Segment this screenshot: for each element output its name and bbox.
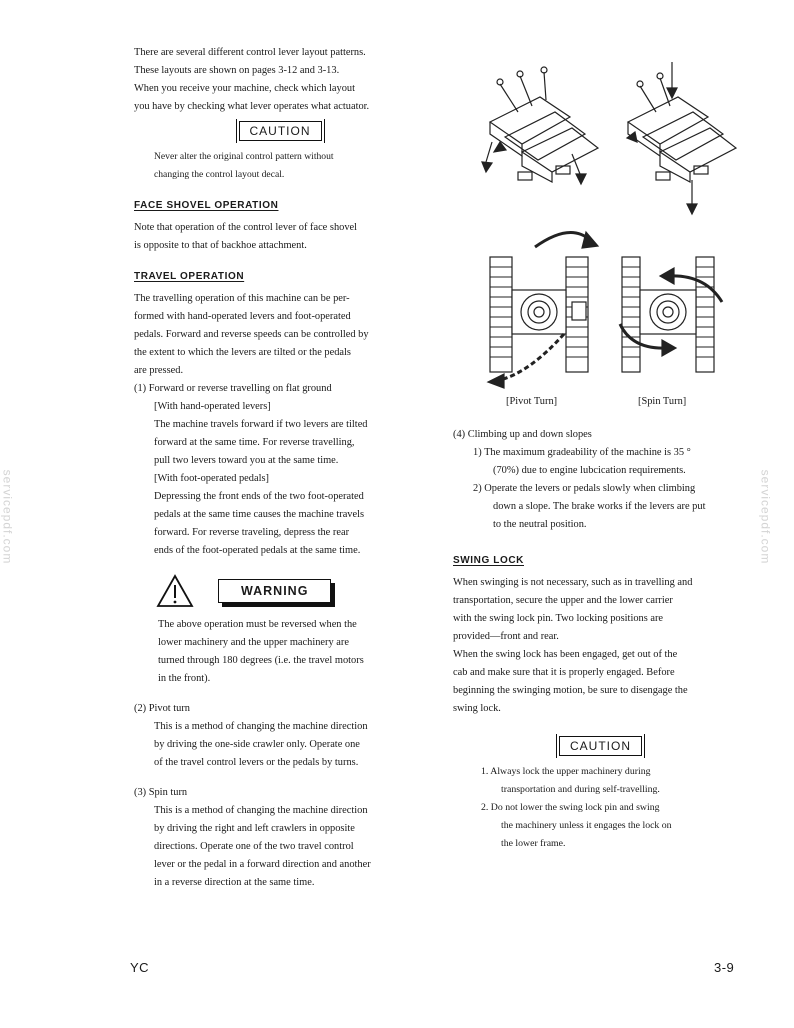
text-line: 1) The maximum gradeability of the machine is 35 ° <box>473 447 691 458</box>
warning-label: WARNING <box>218 579 331 603</box>
caution2-list <box>453 763 748 853</box>
lever-illustration-right <box>627 62 736 214</box>
text-line: cab and make sure that it is properly engaged. Before <box>453 667 675 678</box>
text-line: directions. Operate one of the two travel control <box>154 841 354 852</box>
text-line: The machine travels forward if two levers are tilted <box>154 419 368 430</box>
text-line: When you receive your machine, check which layout <box>134 83 355 94</box>
text-line: ends of the foot-operated pedals at the same time. <box>154 545 361 556</box>
item1-body <box>134 398 426 560</box>
caution-note <box>134 148 426 184</box>
text-line: When swinging is not necessary, such as in travelling and <box>453 577 693 588</box>
caution2-label: CAUTION <box>559 736 642 756</box>
text-line: you have by checking what lever operates what actuator. <box>134 101 370 112</box>
right-column <box>453 426 748 853</box>
slopes-item1 <box>453 444 748 480</box>
text-line: lever or the pedal in a forward direction and another <box>154 859 371 870</box>
travel-illustration <box>460 62 750 392</box>
page-number: 3-9 <box>714 960 735 975</box>
text-line: The travelling operation of this machine can be per- <box>134 293 350 304</box>
swing-lock-heading: SWING LOCK <box>453 555 524 566</box>
text-line: There are several different control lever layout patterns. <box>134 47 366 58</box>
text-line: Never alter the original control pattern without <box>154 151 334 162</box>
text-line: pedals at the same time causes the machine travels <box>154 509 365 520</box>
travel-heading: TRAVEL OPERATION <box>134 271 245 282</box>
text-line: forward at the same time. For reverse travelling, <box>154 437 355 448</box>
text-line: in the front). <box>158 673 211 684</box>
text-line: is opposite to that of backhoe attachment. <box>134 240 307 251</box>
item1-title: (1) Forward or reverse travelling on flat ground <box>134 383 332 394</box>
text-line: This is a method of changing the machine direction <box>154 721 368 732</box>
list-item-cont: transportation and during self-travelling. <box>501 784 660 795</box>
foot-pedals-label: [With foot-operated pedals] <box>154 473 269 484</box>
item3-body <box>134 802 426 892</box>
text-line: The above operation must be reversed when the <box>158 619 357 630</box>
swing-lock-paragraph <box>453 574 748 718</box>
warning-row <box>156 574 426 608</box>
list-item: 2. Do not lower the swing lock pin and swing <box>481 802 660 813</box>
text-line: Note that operation of the control lever of face shovel <box>134 222 358 233</box>
text-line: (70%) due to engine lubcication requirements. <box>493 465 686 476</box>
text-line: by driving the right and left crawlers in opposite <box>154 823 355 834</box>
caution-label-wrap <box>134 121 426 142</box>
travel-figure <box>460 62 750 417</box>
item3-title: (3) Spin turn <box>134 787 188 798</box>
list-item: 1. Always lock the upper machinery during <box>481 766 651 777</box>
hand-levers-label: [With hand-operated levers] <box>154 401 271 412</box>
text-line: in a reverse direction at the same time. <box>154 877 315 888</box>
text-line: lower machinery and the upper machinery are <box>158 637 349 648</box>
face-shovel-paragraph <box>134 219 426 255</box>
text-line: 2) Operate the levers or pedals slowly when climbing <box>473 483 696 494</box>
text-line: turned through 180 degrees (i.e. the travel motors <box>158 655 364 666</box>
spin-turn-diagram <box>620 257 722 372</box>
slopes-item2 <box>453 480 748 534</box>
list-item-cont: the lower frame. <box>501 838 566 849</box>
text-line: Depressing the front ends of the two foot-operated <box>154 491 364 502</box>
text-line: provided—front and rear. <box>453 631 559 642</box>
slopes-title: (4) Climbing up and down slopes <box>453 429 592 440</box>
list-item-cont: the machinery unless it engages the lock on <box>501 820 672 831</box>
travel-paragraph <box>134 290 426 380</box>
text-line: When the swing lock has been engaged, get out of the <box>453 649 678 660</box>
text-line: This is a method of changing the machine direction <box>154 805 368 816</box>
text-line: swing lock. <box>453 703 501 714</box>
text-line: down a slope. The brake works if the levers are put <box>493 501 706 512</box>
text-line: beginning the swinging motion, be sure to disengage the <box>453 685 688 696</box>
text-line: to the neutral position. <box>493 519 587 530</box>
watermark-right: servicepdf.com <box>758 469 773 565</box>
intro-paragraph <box>134 44 426 116</box>
text-line: changing the control layout decal. <box>154 169 285 180</box>
watermark-left: servicepdf.com <box>0 469 15 565</box>
caution2-label-wrap <box>453 736 748 757</box>
pivot-turn-diagram <box>488 232 598 388</box>
lever-illustration-left <box>482 67 598 184</box>
caution-label: CAUTION <box>239 121 322 141</box>
footer-left: YC <box>130 960 150 975</box>
text-line: are pressed. <box>134 365 184 376</box>
item2-title: (2) Pivot turn <box>134 703 190 714</box>
text-line: pedals. Forward and reverse speeds can be controlled by <box>134 329 369 340</box>
face-shovel-heading: FACE SHOVEL OPERATION <box>134 200 279 211</box>
warning-text <box>134 616 426 688</box>
item2-body <box>134 718 426 772</box>
text-line: by driving the one-side crawler only. Operate one <box>154 739 360 750</box>
text-line: the extent to which the levers are tilted or the pedals <box>134 347 351 358</box>
text-line: pull two levers toward you at the same time. <box>154 455 339 466</box>
spin-turn-caption: [Spin Turn] <box>638 396 687 407</box>
text-line: transportation, secure the upper and the lower carrier <box>453 595 673 606</box>
text-line: These layouts are shown on pages 3-12 and 3-13. <box>134 65 340 76</box>
text-line: of the travel control levers or the pedals by turns. <box>154 757 359 768</box>
pivot-turn-caption: [Pivot Turn] <box>506 396 558 407</box>
text-line: formed with hand-operated levers and foot-operated <box>134 311 351 322</box>
text-line: forward. For reverse traveling, depress the rear <box>154 527 350 538</box>
text-line: with the swing lock pin. Two locking positions are <box>453 613 664 624</box>
warning-triangle-icon <box>156 574 194 608</box>
left-column <box>134 44 426 892</box>
